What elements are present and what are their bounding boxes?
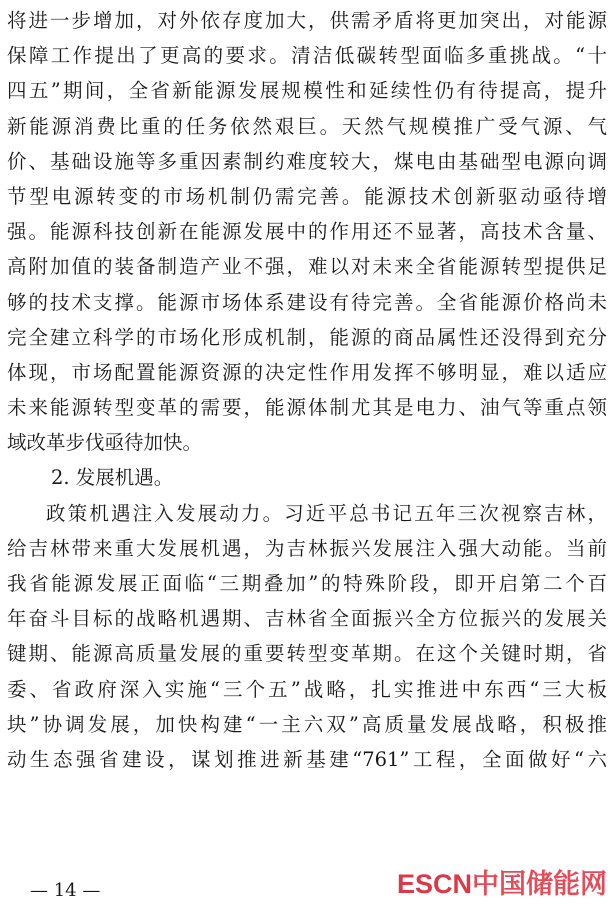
paragraph-line: 保障工作提出了更高的要求。清洁低碳转型面临多重挑战。“十	[7, 44, 607, 68]
watermark-latin: ESCN	[396, 869, 472, 899]
paragraph-line: 价、基础设施等多重因素制约难度较大，煤电由基础型电源向调	[7, 149, 607, 173]
paragraph-line: 动生态强省建设，谋划推进新基建“761”工程，全面做好“六	[7, 747, 607, 771]
paragraph-line: 键期、能源高质量发展的重要转型变革期。在这个关键时期，省	[7, 642, 607, 666]
paragraph-line: 四五”期间，全省新能源发展规模性和延续性仍有待提高，提升	[7, 79, 607, 103]
paragraph-line: 政策机遇注入发展动力。习近平总书记五年三次视察吉林，	[46, 501, 607, 525]
paragraph-line: 新能源消费比重的任务依然艰巨。天然气规模推广受气源、气	[7, 114, 607, 138]
paragraph-line: 域改革步伐亟待加快。	[7, 431, 203, 455]
paragraph-line: 给吉林带来重大发展机遇，为吉林振兴发展注入强大动能。当前	[7, 536, 607, 560]
paragraph-line: 节型电源转变的市场机制仍需完善。能源技术创新驱动亟待增	[7, 184, 607, 208]
paragraph-line: 高附加值的装备制造产业不强，难以对未来全省能源转型提供足	[7, 255, 607, 279]
watermark-chinese: 中国储能网	[472, 869, 607, 899]
paragraph-line: 够的技术支撑。能源市场体系建设有待完善。全省能源价格尚未	[7, 290, 607, 314]
escn-watermark	[397, 866, 607, 902]
page-number: — 14 —	[30, 880, 101, 901]
paragraph-line: 体现，市场配置能源资源的决定性作用发挥不够明显，难以适应	[7, 360, 607, 384]
paragraph-line: 委、省政府深入实施“三个五”战略，扎实推进中东西“三大板	[7, 677, 607, 701]
document-body	[7, 3, 607, 777]
paragraph-line: 将进一步增加，对外依存度加大，供需矛盾将更加突出，对能源	[7, 9, 607, 32]
paragraph-line: 块”协调发展，加快构建“一主六双”高质量发展战略，积极推	[7, 712, 607, 736]
paragraph-line: 年奋斗目标的战略机遇期、吉林省全面振兴全方位振兴的发展关	[7, 607, 607, 631]
paragraph-line: 我省能源发展正面临“三期叠加”的特殊阶段，即开启第二个百	[7, 572, 607, 595]
section-heading: 2. 发展机遇。	[51, 466, 174, 490]
paragraph-line: 强。能源科技创新在能源发展中的作用还不显著，高技术含量、	[7, 220, 607, 244]
paragraph-line: 完全建立科学的市场化形成机制，能源的商品属性还没得到充分	[7, 325, 607, 349]
paragraph-line: 未来能源转型变革的需要，能源体制尤其是电力、油气等重点领	[7, 396, 607, 420]
